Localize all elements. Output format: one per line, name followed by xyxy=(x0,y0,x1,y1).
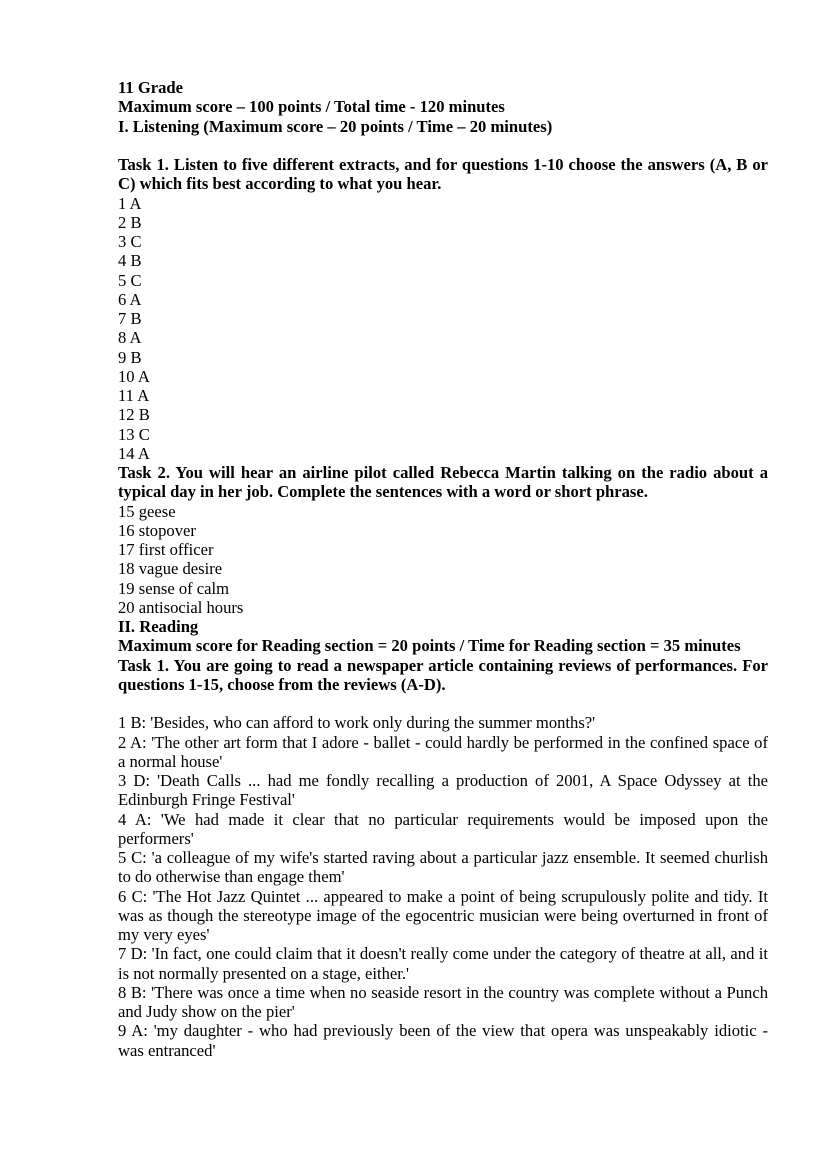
reading-section-heading: II. Reading xyxy=(118,617,199,636)
reading-answer-item: 8 B: 'There was once a time when no seaside resort in the country was complete without a Punch and Judy show on the pier' xyxy=(118,982,768,1021)
listening-answer-line: 17 first officer xyxy=(118,540,214,559)
reading-score-line: Maximum score for Reading section = 20 points / Time for Reading section = 35 minutes xyxy=(118,636,741,656)
listening-answer-line: 7 B xyxy=(118,309,142,328)
reading-answer-item: 1 B: 'Besides, who can afford to work only during the summer months?' xyxy=(118,713,596,733)
blank-line xyxy=(118,136,768,155)
document-title: 11 Grade xyxy=(118,78,183,97)
reading-answer-item: 4 A: 'We had made it clear that no particular requirements would be imposed upon the performers' xyxy=(118,809,768,848)
listening-answer-line: 15 geese xyxy=(118,501,176,521)
reading-answer-item: 7 D: 'In fact, one could claim that it doesn't really come under the category of theatre at all, and it is not normally presented on a stage, either.' xyxy=(118,944,768,983)
listening-answer-line: 8 A xyxy=(118,328,142,348)
listening-answer-line: 1 A xyxy=(118,193,142,213)
listening-answer-line: 5 C xyxy=(118,270,142,290)
blank-line xyxy=(118,694,768,713)
listening-answer-line: 6 A xyxy=(118,289,142,309)
max-score-line: Maximum score – 100 points / Total time - 120 minutes xyxy=(118,97,505,117)
listening-answer-line: 11 A xyxy=(118,386,150,405)
listening-task1-instructions: Task 1. Listen to five different extracts, and for questions 1-10 choose the answers (A, B or C) which fits best according to what you hear. xyxy=(118,155,768,194)
listening-answer-line: 9 B xyxy=(118,347,142,367)
listening-answer-line: 10 A xyxy=(118,366,150,386)
reading-answer-item: 3 D: 'Death Calls ... had me fondly recalling a production of 2001, A Space Odyssey at the Edinburgh Fringe Festival' xyxy=(118,771,768,810)
listening-answer-line: 19 sense of calm xyxy=(118,578,230,598)
listening-answer-line: 2 B xyxy=(118,212,142,232)
listening-answer-line: 20 antisocial hours xyxy=(118,597,244,617)
listening-answer-line: 16 stopover xyxy=(118,520,196,540)
listening-answer-line: 14 A xyxy=(118,443,150,463)
listening-answer-line: 13 C xyxy=(118,424,150,444)
reading-answer-item: 9 A: 'my daughter - who had previously been of the view that opera was unspeakably idiotic - was entranced' xyxy=(118,1021,768,1060)
reading-answer-item: 5 C: 'a colleague of my wife's started raving about a particular jazz ensemble. It seemed churlish to do otherwise than engage them' xyxy=(118,848,768,887)
reading-task1-instructions: Task 1. You are going to read a newspaper article containing reviews of performances. For questions 1-15, choose from the reviews (A-D). xyxy=(118,655,768,694)
reading-answer-item: 6 C: 'The Hot Jazz Quintet ... appeared to make a point of being scrupulously polite and tidy. It was as though the stereotype image of the egocentric musician were being overturned in front of my very eyes' xyxy=(118,886,768,944)
reading-answer-item: 2 A: 'The other art form that I adore - ballet - could hardly be performed in the confined space of a normal house' xyxy=(118,732,768,771)
listening-answer-line: 12 B xyxy=(118,405,150,425)
listening-answer-line: 3 C xyxy=(118,232,142,251)
listening-answer-line: 4 B xyxy=(118,251,142,271)
document-content xyxy=(118,78,768,1060)
listening-answer-line: 18 vague desire xyxy=(118,559,223,579)
listening-section-heading: I. Listening (Maximum score – 20 points / Time – 20 minutes) xyxy=(118,116,553,136)
listening-task2-instructions: Task 2. You will hear an airline pilot called Rebecca Martin talking on the radio about a typical day in her job. Complete the sentences with a word or short phrase. xyxy=(118,463,768,502)
